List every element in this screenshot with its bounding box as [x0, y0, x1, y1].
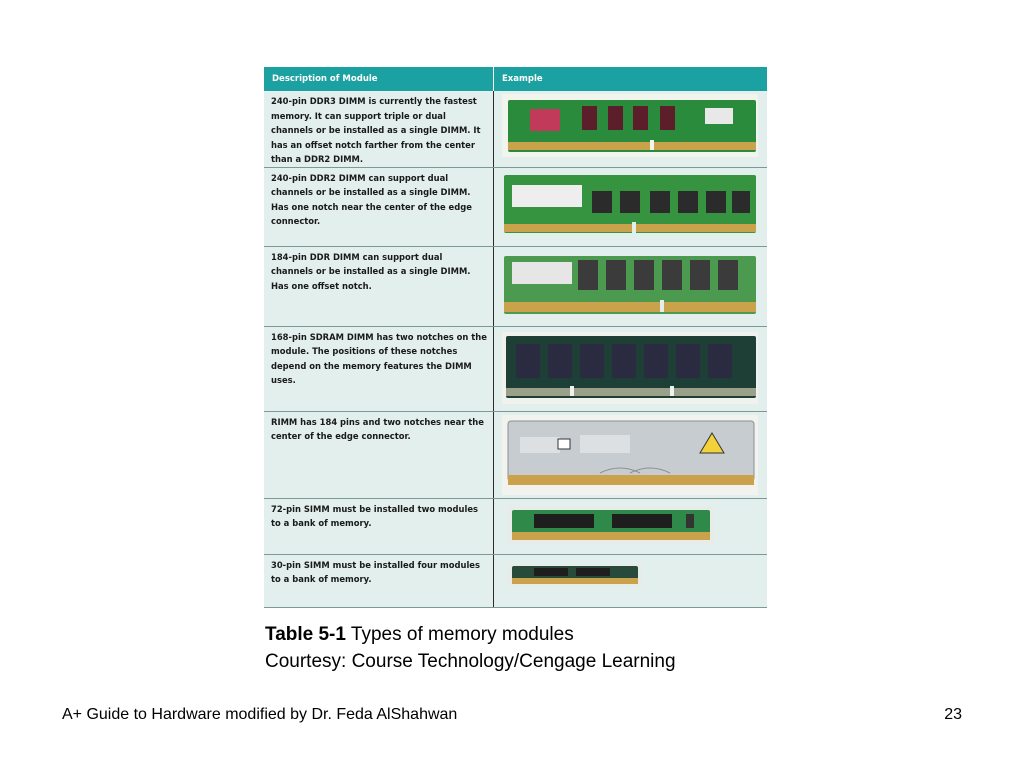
- table-row: [264, 91, 767, 167]
- row-example: [494, 554, 768, 607]
- table-row: [264, 167, 767, 246]
- table-row: [264, 498, 767, 554]
- row-example: [494, 326, 768, 411]
- row-example: [494, 498, 768, 554]
- ddr2-dimm-image: [500, 171, 762, 239]
- simm-30-image: [500, 558, 762, 588]
- simm-72-image: [500, 502, 762, 548]
- row-description: 184-pin DDR DIMM can support dual channels or be installed as a single DIMM. Has one offset notch.: [264, 246, 494, 326]
- sdram-dimm-image: [500, 330, 762, 405]
- header-description: Description of Module: [264, 67, 494, 91]
- table-row: [264, 554, 767, 607]
- table-caption: [265, 621, 676, 675]
- rimm-image: [500, 415, 762, 495]
- row-description: 240-pin DDR3 DIMM is currently the fastest memory. It can support triple or dual channels or be installed as a single DIMM. It has an offset notch farther from the center than a DDR2 DIMM.: [264, 91, 494, 167]
- ddr-dimm-image: [500, 250, 762, 320]
- page-number: 23: [944, 706, 962, 723]
- table-row: [264, 411, 767, 498]
- row-example: [494, 246, 768, 326]
- table-row: [264, 326, 767, 411]
- row-example: [494, 91, 768, 167]
- row-example: [494, 167, 768, 246]
- caption-title-line: [265, 621, 676, 648]
- memory-modules-table: [264, 67, 767, 608]
- row-description: RIMM has 184 pins and two notches near the center of the edge connector.: [264, 411, 494, 498]
- table-header-row: [264, 67, 767, 91]
- table-row: [264, 246, 767, 326]
- header-example: Example: [494, 67, 768, 91]
- row-description: 168-pin SDRAM DIMM has two notches on the module. The positions of these notches depend on the memory features the DIMM uses.: [264, 326, 494, 411]
- caption-credit: Courtesy: Course Technology/Cengage Learning: [265, 651, 676, 672]
- caption-label: Table 5-1: [265, 624, 346, 645]
- row-example: [494, 411, 768, 498]
- caption-title: Types of memory modules: [350, 624, 574, 645]
- row-description: 240-pin DDR2 DIMM can support dual channels or be installed as a single DIMM. Has one notch near the center of the edge connector.: [264, 167, 494, 246]
- row-description: 72-pin SIMM must be installed two modules to a bank of memory.: [264, 498, 494, 554]
- footer-text: A+ Guide to Hardware modified by Dr. Feda AlShahwan: [62, 706, 458, 723]
- ddr3-dimm-image: [500, 94, 762, 158]
- row-description: 30-pin SIMM must be installed four modules to a bank of memory.: [264, 554, 494, 607]
